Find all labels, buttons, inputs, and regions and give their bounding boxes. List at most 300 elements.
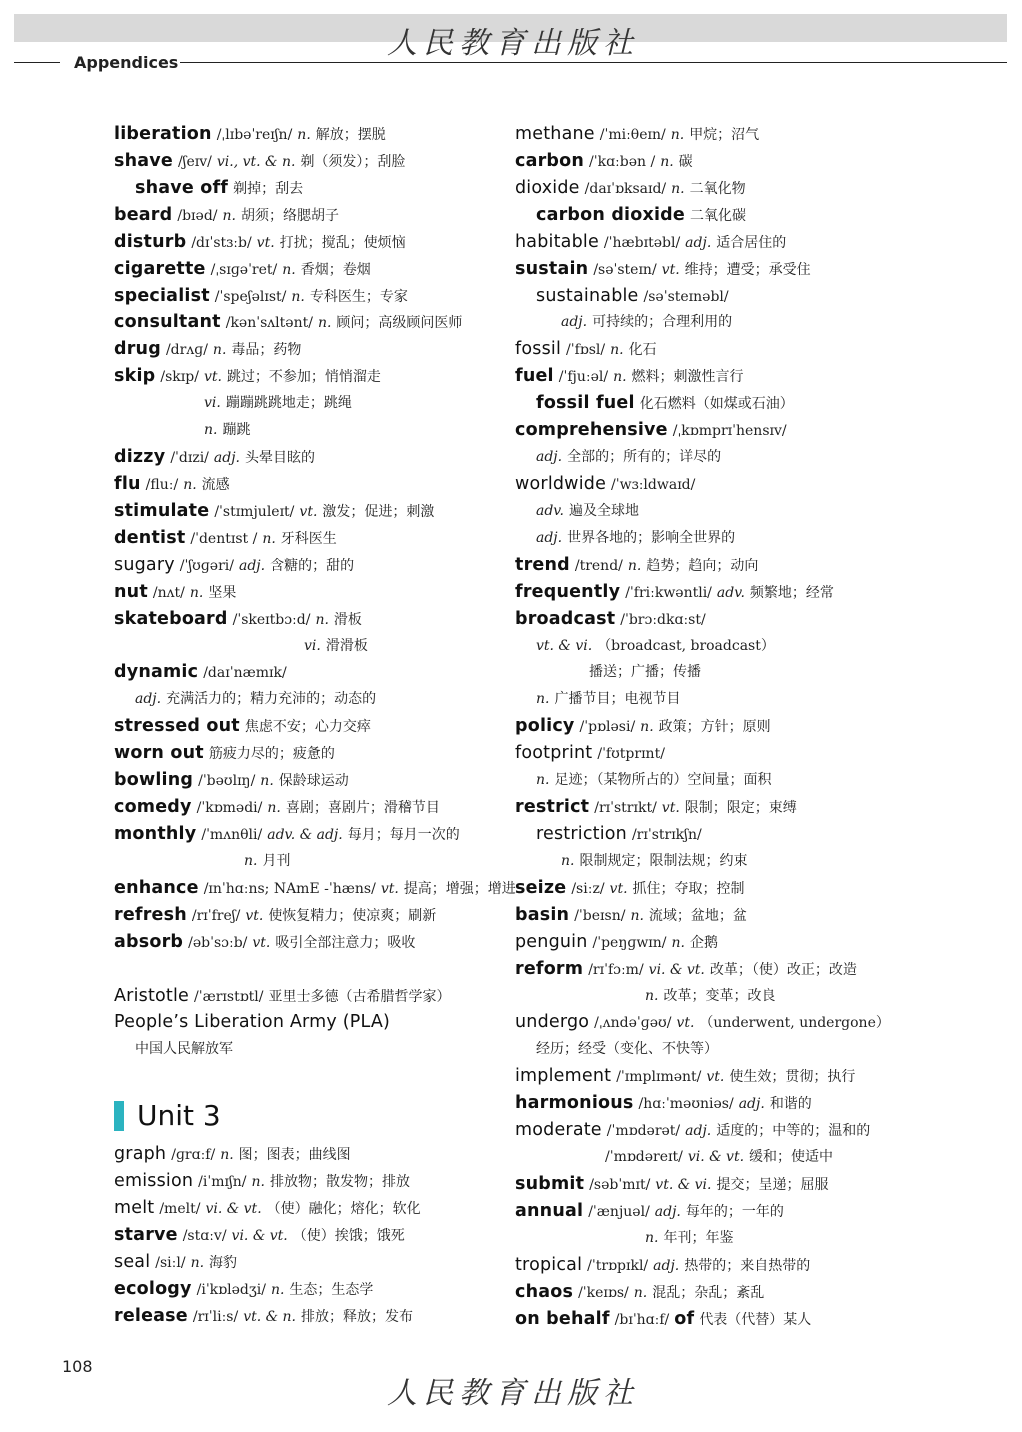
phonetic: /ˈbəʊlɪŋ/ [198,773,256,790]
phonetic: /ˈærɪstɒtl/ [194,988,264,1005]
headword: flu [114,473,141,494]
phonetic: /ˈkɑːbən / [589,153,656,170]
definition: 亚里士多德（古希腊哲学家） [268,988,451,1005]
entry-implement [515,1063,935,1090]
entry-pla [114,1009,514,1036]
headword: stressed out [114,716,240,737]
definition: 适度的；中等的；温和的 [716,1123,871,1140]
entry-on-behalf-of [515,1306,935,1333]
entry-beard [114,202,514,229]
definition: 缓和；使适中 [749,1149,834,1166]
entry-footprint-n [515,767,935,794]
definition: 剃（须发）；刮脸 [300,153,406,170]
phonetic: /səbˈmɪt/ [589,1176,651,1193]
definition: 打扰；搅乱；使烦恼 [279,234,406,251]
part-of-speech: vt. [299,503,318,520]
entry-fossil-fuel [515,390,935,417]
part-of-speech: vi. & vt. [205,1201,262,1218]
headword: chaos [515,1281,574,1302]
entry-annual [515,1198,935,1225]
headword: tropical [515,1254,583,1275]
part-of-speech: n. [640,719,654,736]
part-of-speech: n. [536,691,550,708]
definition: 二氧化碳 [689,207,746,224]
entry-consultant [114,309,514,336]
phonetic: /rɪˈstrɪkt/ [594,800,657,817]
headword: emission [114,1171,194,1192]
headword: consultant [114,312,221,333]
entry-absorb [114,929,514,956]
definition: 年刊；年鉴 [663,1229,734,1246]
part-of-speech: adv. [536,502,565,519]
definition: 专科医生；专家 [309,288,408,305]
part-of-speech: n. [317,315,332,332]
headword: sugary [114,554,175,575]
header-rule-left [14,62,60,63]
definition: 世界各地的；影响全世界的 [567,529,736,546]
phonetic: /ˈɪmplɪmənt/ [616,1069,702,1086]
definition: 使恢复精力；使凉爽；刷新 [268,907,437,924]
phonetic: /fluː/ [145,476,179,493]
definition: 播送；广播；传播 [589,664,701,681]
phonetic: /ˈmɒdəreɪt/ [605,1149,683,1166]
part-of-speech: n. [660,153,674,170]
headword: policy [515,716,575,737]
entry-flu [114,471,514,498]
part-of-speech: adj. [738,1096,765,1113]
verb-forms: （underwent, undergone） [699,1015,890,1032]
definition: 代表（代替）某人 [699,1311,812,1328]
part-of-speech: vt. [203,369,222,386]
part-of-speech: adj. [213,450,240,467]
entry-policy [515,713,935,740]
part-of-speech: n. [633,1284,648,1301]
definition: 遍及全球地 [569,502,640,519]
definition: 滑板 [333,611,362,628]
headword: footprint [515,743,593,764]
entry-sustainable-adj [515,309,935,336]
definition: 提高；增强；增进 [403,880,516,897]
definition: 坚果 [208,584,237,601]
phonetic: /ˈhæbɪtəbl/ [603,234,681,251]
definition: 解放；摆脱 [315,127,386,143]
entry-carbon-dioxide [515,202,935,229]
headword: drug [114,339,161,360]
unit-heading [114,1095,514,1137]
entry-starve [114,1222,514,1249]
headword: annual [515,1200,584,1221]
part-of-speech: vt. & n. [243,1308,297,1325]
phonetic: /rɪˈfreʃ/ [191,907,241,924]
phonetic: /bɪəd/ [177,207,218,224]
part-of-speech: n. [270,1281,285,1298]
entry-worldwide-adv [515,498,935,525]
part-of-speech: n. [297,127,311,143]
entry-worldwide-adj [515,525,935,552]
entry-emission [114,1168,514,1195]
headword: absorb [114,931,184,952]
entry-release [114,1303,514,1330]
entry-shave [114,148,514,175]
part-of-speech: n. [220,1147,234,1164]
headword: enhance [114,877,199,898]
entry-refresh [114,902,514,929]
entry-skateboard-vi [114,633,514,660]
phonetic: /ˈwɜːldwaɪd/ [611,476,696,493]
phonetic: /ɪnˈhɑːns; NAmE -ˈhæns/ [203,880,376,897]
definition: 剃掉；刮去 [233,180,304,197]
unit-title: Unit 3 [137,1099,221,1133]
headword: dioxide [515,177,580,198]
entry-moderate [515,1117,935,1144]
definition: 提交；呈递；屈服 [716,1176,829,1193]
entry-frequently [515,579,935,606]
part-of-speech: n. [671,934,685,951]
part-of-speech: vt. [661,800,680,817]
headword: liberation [114,124,212,144]
phonetic: /ˈkɒmədi/ [196,800,263,817]
phonetic: /iˈmɪʃn/ [198,1174,247,1191]
phonetic: /ˈpeŋɡwɪn/ [592,934,667,951]
part-of-speech: n. [204,422,218,439]
definition: 每月；每月一次的 [347,826,460,843]
headword: dizzy [114,447,166,468]
definition: 抓住；夺取；控制 [632,880,745,897]
phonetic: /ɡrɑːf/ [171,1147,216,1164]
part-of-speech: adj. [685,234,712,251]
entry-carbon [515,148,935,175]
spacer [114,956,514,983]
part-of-speech: adj. [135,691,162,708]
entry-penguin [515,929,935,956]
part-of-speech: n. [627,557,642,574]
phonetic: /ˈpɒləsi/ [579,719,636,736]
part-of-speech: adj. [238,557,266,574]
phonetic: /ˈdentɪst / [190,530,258,547]
phonetic: /ˌkɒmprɪˈhensɪv/ [672,423,787,440]
definition: 头晕目眩的 [245,450,315,467]
definition: 每年的；一年的 [685,1203,784,1220]
definition: 政策；方针；原则 [658,719,771,736]
part-of-speech: n. [613,369,627,386]
phonetic: /siːz/ [571,880,605,897]
part-of-speech: vt. & vi. [536,637,593,654]
publisher-logo-footer: 人民教育出版社 [387,1376,639,1411]
part-of-speech: vi., vt. & n. [216,153,296,170]
headword: stimulate [114,500,210,521]
definition: 充满活力的；精力充沛的；动态的 [166,691,377,708]
phonetic: /ˈfʊtprɪnt/ [597,746,665,763]
definition: 排放；释放；发布 [301,1308,414,1325]
entry-chaos [515,1279,935,1306]
headword: fossil [515,339,562,360]
part-of-speech: n. [610,342,624,359]
entry-stressed-out [114,713,514,740]
entry-reform-n [515,983,935,1010]
definition: 和谐的 [769,1096,812,1113]
entry-skip-n [114,417,514,444]
part-of-speech: vi. & vt. [648,961,705,978]
headword: shave off [135,177,229,198]
headword: bowling [114,770,194,791]
headword-suffix: of [674,1308,695,1329]
definition: 使生效；贯彻；执行 [729,1069,856,1086]
entry-sustainable [515,283,935,310]
headword: Aristotle [114,985,190,1006]
definition: 顾问；高级顾问医师 [336,315,463,332]
definition: 企鹅 [690,934,718,951]
entry-moderate-v [515,1144,935,1171]
headword: carbon [515,150,585,171]
headword: restrict [515,797,590,818]
definition: 适合居住的 [716,234,787,251]
phonetic: /rɪˈfɔːm/ [588,961,644,978]
entry-broadcast-v-def [515,659,935,686]
headword: nut [114,581,148,602]
headword: beard [114,204,173,225]
definition: 吸引全部注意力；吸收 [275,934,416,951]
definition: 频繁地；经常 [749,584,834,601]
phonetic: /siːl/ [155,1254,186,1271]
definition: 排放物；散发物；排放 [269,1174,410,1191]
phonetic: /səˈsteɪn/ [593,261,657,278]
publisher-logo: 人民教育出版社 [387,26,639,61]
headword: cigarette [114,258,206,279]
phonetic: /hɑːˈməʊniəs/ [638,1096,734,1113]
right-column [515,121,935,1332]
entry-seal [114,1249,514,1276]
definition: 蹦跳 [222,422,251,439]
phonetic: /daɪˈnæmɪk/ [203,665,287,682]
definition: 流域；盆地；盆 [648,907,747,924]
entry-bowling [114,767,514,794]
definition: 广播节目；电视节目 [554,691,681,708]
definition: 热带的；来自热带的 [684,1257,811,1274]
headword: on behalf [515,1308,610,1329]
phonetic: /dɪˈstɜːb/ [191,234,252,251]
headword: People’s Liberation Army (PLA) [114,1012,391,1033]
headword: implement [515,1066,612,1087]
entry-broadcast-n [515,686,935,713]
part-of-speech: n. [189,584,204,601]
part-of-speech: n. [190,1254,205,1271]
part-of-speech: adj. [653,1257,680,1274]
left-column [114,121,514,1330]
phonetic: /ˈmʌnθli/ [201,826,263,843]
part-of-speech: vt. [661,261,680,278]
part-of-speech: vi. [204,395,221,412]
entry-trend [515,552,935,579]
part-of-speech: adj. [561,314,588,331]
unit-marker-bar [114,1101,124,1131]
headword: carbon dioxide [536,204,685,225]
entry-undergo [515,1009,935,1036]
phonetic: /ˈmiːθeɪn/ [599,127,666,143]
entry-habitable [515,229,935,256]
headword: methane [515,124,595,144]
definition: 燃料；刺激性言行 [631,369,744,386]
phonetic: /əbˈsɔːb/ [188,934,248,951]
phonetic: /rɪˈliːs/ [192,1308,239,1325]
part-of-speech: n. [251,1174,265,1191]
headword: worn out [114,743,204,764]
headword: submit [515,1173,585,1194]
part-of-speech: vt. [706,1069,725,1086]
phonetic: /ˈʃʊɡəri/ [179,557,234,574]
phonetic: /ˈstɪmjuleɪt/ [214,503,295,520]
entry-restrict [515,794,935,821]
definition: 限制；限定；束缚 [684,800,797,817]
verb-forms: （broadcast, broadcast） [597,637,775,654]
phonetic: /ˈfɒsl/ [566,342,606,359]
entry-skip-vi [114,390,514,417]
definition: 保龄球运动 [278,773,349,790]
entry-basin [515,902,935,929]
entry-melt [114,1195,514,1222]
entry-worldwide [515,471,935,498]
part-of-speech: n. [282,261,296,278]
definition: 化石 [628,342,657,359]
part-of-speech: n. [561,852,575,869]
entry-skateboard [114,606,514,633]
part-of-speech: n. [645,1229,659,1246]
entry-fuel [515,363,935,390]
page-number: 108 [62,1357,93,1376]
headword: moderate [515,1120,602,1141]
entry-footprint [515,740,935,767]
headword: restriction [536,823,627,844]
headword: fuel [515,366,554,387]
entry-monthly-n [114,848,514,875]
phonetic: /daɪˈɒksaɪd/ [584,180,667,197]
definition: 化石燃料（如煤或石油） [639,396,794,413]
part-of-speech: vt. & vi. [655,1176,712,1193]
entry-methane [515,121,935,148]
part-of-speech: n. [212,342,227,359]
headword: seal [114,1251,151,1272]
definition: 毒品；药物 [231,342,302,359]
part-of-speech: n. [630,907,644,924]
definition: 焦虑不安；心力交瘁 [244,719,371,736]
headword: skip [114,366,156,387]
phonetic: /ʃeɪv/ [177,153,212,170]
entry-submit [515,1171,935,1198]
definition: 限制规定；限制法规；约束 [579,852,748,869]
part-of-speech: n. [645,987,659,1004]
section-label: Appendices [74,53,179,72]
phonetic: /ˈdɪzi/ [170,450,209,467]
part-of-speech: adj. [654,1203,681,1220]
headword: basin [515,904,570,925]
entry-restriction-n [515,848,935,875]
phonetic: /iˈkɒlədʒi/ [196,1281,266,1298]
headword: graph [114,1144,167,1165]
phonetic: /bɪˈhɑːf/ [614,1311,670,1328]
definition: 跳过；不参加；悄悄溜走 [226,369,381,386]
headword: penguin [515,931,588,952]
part-of-speech: vt. [245,907,264,924]
definition: 牙科医生 [280,530,337,547]
phonetic: /stɑːv/ [182,1228,227,1245]
entry-aristotle [114,983,514,1010]
entry-dynamic-adj [114,686,514,713]
entry-tropical [515,1252,935,1279]
entry-sugary [114,552,514,579]
headword: disturb [114,231,187,252]
entry-worn-out [114,740,514,767]
headword: comedy [114,797,192,818]
entry-fossil [515,336,935,363]
part-of-speech: n. [260,773,274,790]
entry-skip [114,363,514,390]
entry-comprehensive [515,417,935,444]
part-of-speech: n. [244,852,258,869]
entry-disturb [114,229,514,256]
entry-pla-def [114,1036,514,1063]
headword: frequently [515,581,621,602]
headword: habitable [515,231,599,252]
part-of-speech: n. [183,476,197,493]
entry-dynamic [114,659,514,686]
headword: fossil fuel [536,393,635,414]
entry-shave-off [114,175,514,202]
headword: monthly [114,823,197,844]
phonetic: /ˌsɪɡəˈret/ [210,261,278,278]
phonetic: /nʌt/ [152,584,185,601]
headword: starve [114,1225,178,1246]
definition: 趋势；趋向；动向 [646,557,759,574]
headword: sustain [515,258,589,279]
definition: 经历；经受（变化、不快等） [536,1041,718,1058]
definition: 筋疲力尽的；疲惫的 [208,746,335,763]
entry-dioxide [515,175,935,202]
part-of-speech: vt. [256,234,275,251]
part-of-speech: vi. & vt. [687,1149,745,1166]
phonetic: /ˌʌndəˈɡəʊ/ [594,1015,672,1032]
part-of-speech: adv. & adj. [267,826,343,843]
entry-dentist [114,525,514,552]
entry-reform [515,956,935,983]
headword: specialist [114,285,210,306]
entry-graph [114,1141,514,1168]
phonetic: /ˈspeʃəlɪst/ [214,288,287,305]
definition: 混乱；杂乱；紊乱 [652,1284,765,1301]
definition: （使）挨饿；饿死 [292,1228,405,1245]
definition: 甲烷；沼气 [689,127,760,143]
headword: release [114,1305,188,1326]
headword: comprehensive [515,420,668,441]
headword: refresh [114,904,187,925]
entry-comprehensive-adj [515,444,935,471]
part-of-speech: n. [262,530,276,547]
definition: 生态；生态学 [289,1281,374,1298]
phonetic: /ˈtrɒpɪkl/ [587,1257,649,1274]
part-of-speech: adj. [536,529,563,546]
phonetic: /skɪp/ [160,369,199,386]
headword: melt [114,1198,155,1219]
phonetic: /ˈskeɪtbɔːd/ [232,611,311,628]
headword: undergo [515,1012,590,1033]
spacer [114,1063,514,1095]
definition: 改革；（使）改正；改造 [709,961,857,978]
definition: 足迹；（某物所占的）空间量；面积 [554,772,772,789]
part-of-speech: adj. [536,449,563,466]
phonetic: /ˈænjuəl/ [588,1203,650,1220]
entry-liberation [114,121,514,148]
entry-specialist [114,283,514,310]
phonetic: /ˈbrɔːdkɑːst/ [620,611,706,628]
part-of-speech: n. [222,207,236,224]
